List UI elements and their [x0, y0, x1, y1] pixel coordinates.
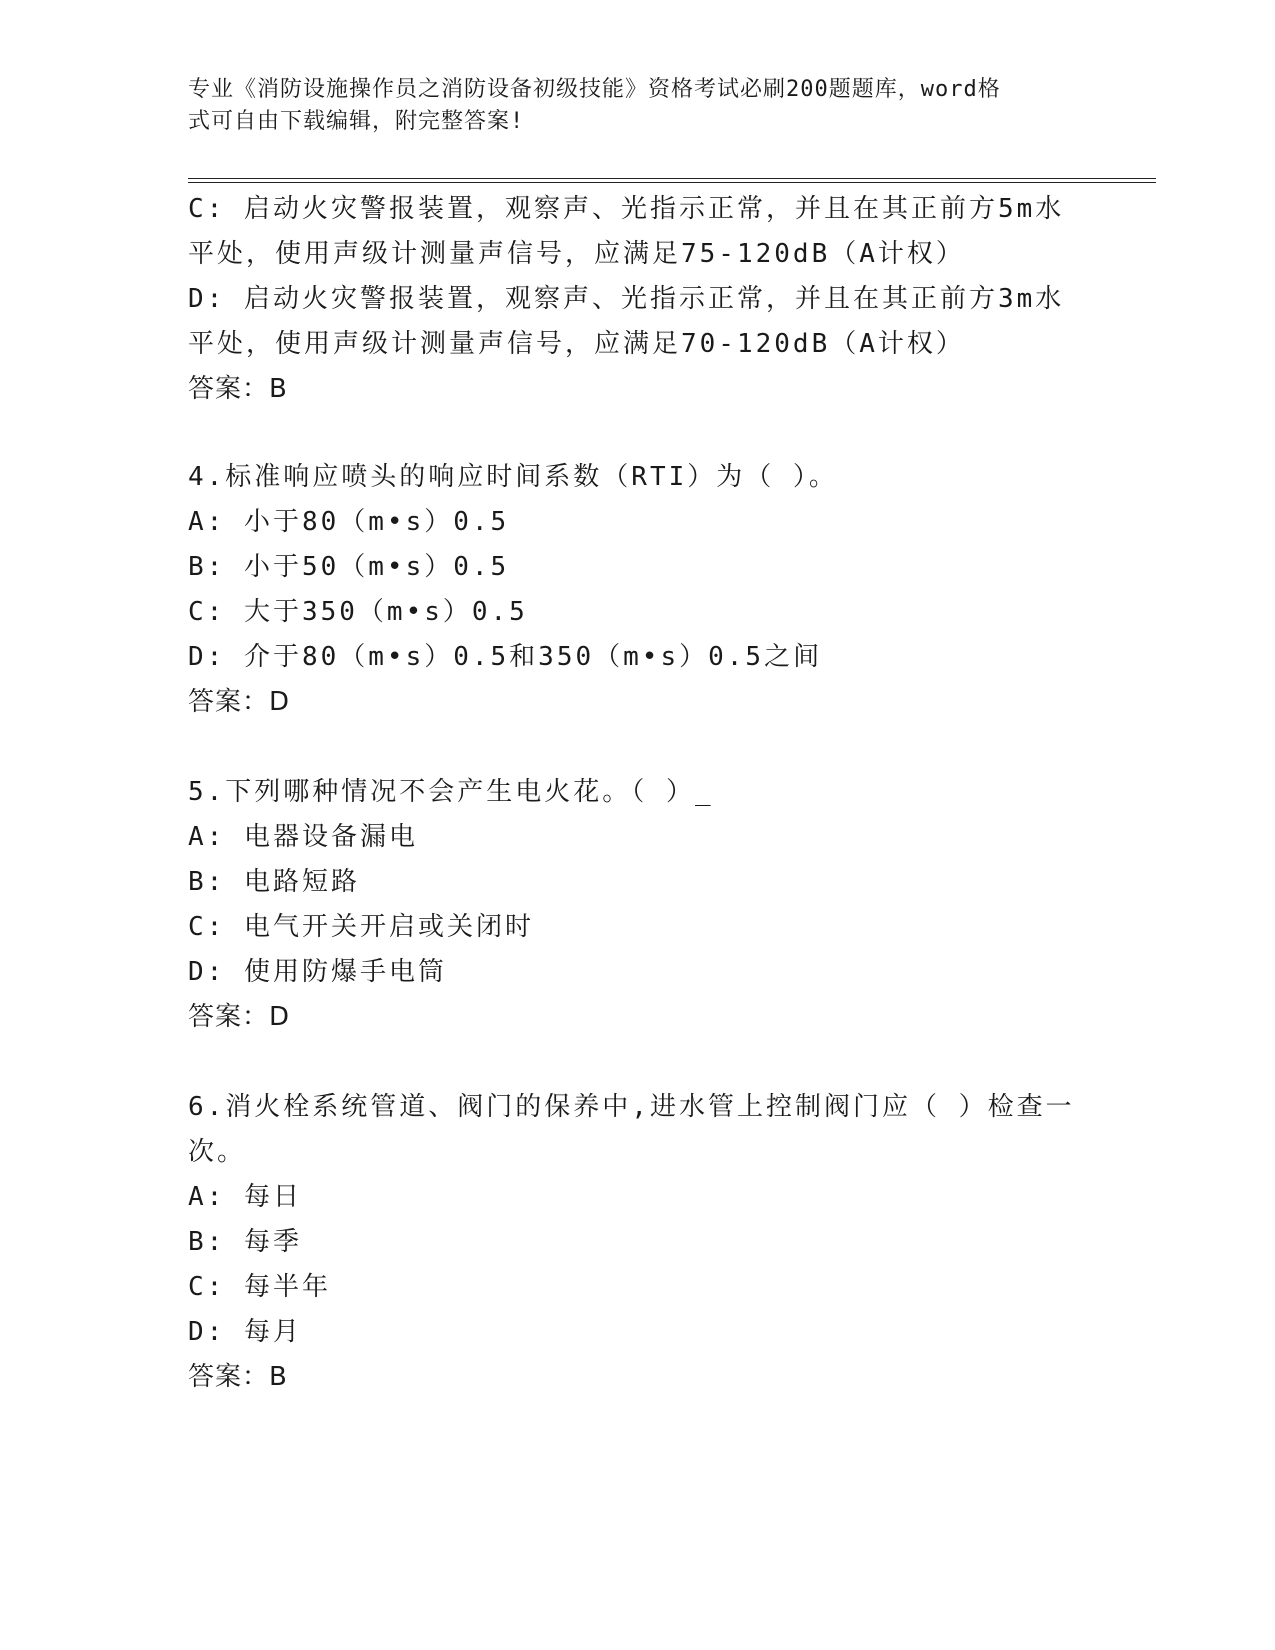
q6-option-d: D: 每月: [188, 1317, 302, 1347]
q5-option-c: C: 电气开关开启或关闭时: [188, 912, 534, 942]
q5-option-d: D: 使用防爆手电筒: [188, 957, 447, 987]
q6-question-line-2: 次。: [188, 1137, 247, 1167]
q3-option-d-line-2: 平处，使用声级计测量声信号，应满足70-120dB（A计权）: [188, 329, 965, 359]
q3-option-c-line-1: C: 启动火灾警报装置，观察声、光指示正常，并且在其正前方5m水: [188, 194, 1065, 224]
q6-option-b: B: 每季: [188, 1227, 302, 1257]
q5-question: 5.下列哪种情况不会产生电火花。（ ）_: [188, 777, 714, 807]
q3-answer: 答案：B: [188, 374, 288, 404]
q6-question-line-1: 6.消火栓系统管道、阀门的保养中,进水管上控制阀门应（ ）检查一: [188, 1092, 1075, 1122]
header-line-2: 式可自由下载编辑，附完整答案!: [188, 109, 525, 134]
q4-answer: 答案：D: [188, 687, 291, 717]
q5-option-a: A: 电器设备漏电: [188, 822, 418, 852]
header-line-1: 专业《消防设施操作员之消防设备初级技能》资格考试必刷200题题库，word格: [188, 77, 1001, 102]
q3-option-d-line-1: D: 启动火灾警报装置，观察声、光指示正常，并且在其正前方3m水: [188, 284, 1065, 314]
q6-answer: 答案：B: [188, 1362, 288, 1392]
q4-option-a: A: 小于80（m•s）0.5: [188, 507, 510, 537]
q4-option-c: C: 大于350（m•s）0.5: [188, 597, 528, 627]
q3-option-c-line-2: 平处，使用声级计测量声信号，应满足75-120dB（A计权）: [188, 239, 965, 269]
q5-answer: 答案：D: [188, 1002, 291, 1032]
q4-option-d: D: 介于80（m•s）0.5和350（m•s）0.5之间: [188, 642, 823, 672]
q6-option-a: A: 每日: [188, 1182, 302, 1212]
q5-option-b: B: 电路短路: [188, 867, 360, 897]
q4-question: 4.标准响应喷头的响应时间系数（RTI）为（ ）。: [188, 462, 838, 492]
header-divider: [188, 178, 1156, 183]
q4-option-b: B: 小于50（m•s）0.5: [188, 552, 510, 582]
document-header: [188, 74, 1068, 138]
q6-option-c: C: 每半年: [188, 1272, 331, 1302]
